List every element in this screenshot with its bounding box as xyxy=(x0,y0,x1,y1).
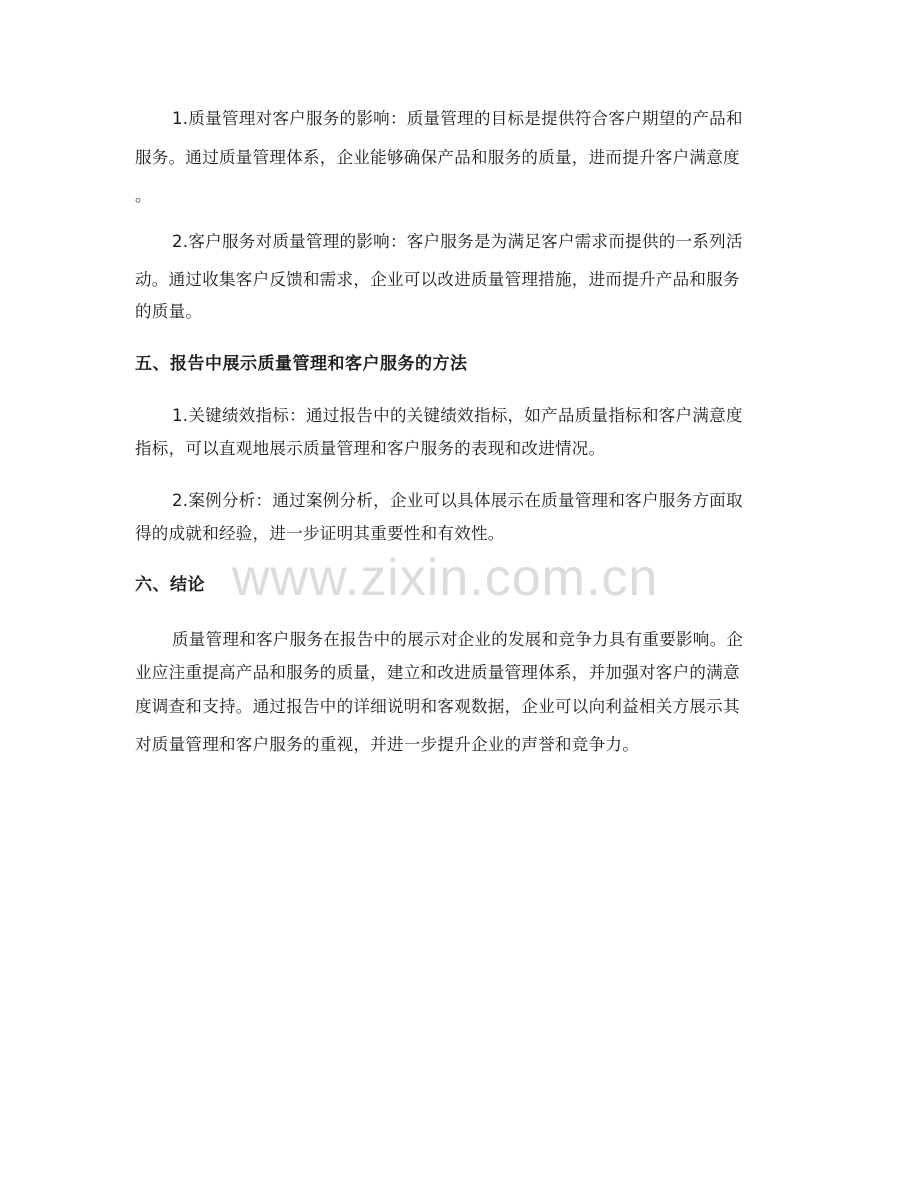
paragraph-line: 度调查和支持。通过报告中的详细说明和客观数据，企业可以向利益相关方展示其 xyxy=(135,697,740,716)
paragraph-line: 1.质量管理对客户服务的影响：质量管理的目标是提供符合客户期望的产品和 xyxy=(172,109,743,128)
paragraph-line: 指标，可以直观地展示质量管理和客户服务的表现和改进情况。 xyxy=(135,439,606,458)
paragraph-line: 服务。通过质量管理体系，企业能够确保产品和服务的质量，进而提升客户满意度 xyxy=(135,148,740,167)
paragraph-line: 业应注重提高产品和服务的质量，建立和改进质量管理体系，并加强对客户的满意 xyxy=(135,663,740,682)
paragraph-line: 1.关键绩效指标：通过报告中的关键绩效指标，如产品质量指标和客户满意度 xyxy=(172,406,743,425)
paragraph-line: 得的成就和经验，进一步证明其重要性和有效性。 xyxy=(135,524,505,543)
paragraph-line: 对质量管理和客户服务的重视，并进一步提升企业的声誉和竞争力。 xyxy=(135,735,639,754)
paragraph-line: 。 xyxy=(135,186,152,205)
watermark: www.zixin.com.cn xyxy=(232,549,659,607)
paragraph-line: 2.客户服务对质量管理的影响：客户服务是为满足客户需求而提供的一系列活 xyxy=(172,232,743,251)
section-heading: 五、报告中展示质量管理和客户服务的方法 xyxy=(135,354,468,374)
paragraph-line: 质量管理和客户服务在报告中的展示对企业的发展和竞争力具有重要影响。企 xyxy=(172,630,744,649)
section-heading: 六、结论 xyxy=(135,575,205,595)
paragraph-line: 2.案例分析：通过案例分析，企业可以具体展示在质量管理和客户服务方面取 xyxy=(172,491,743,510)
paragraph-line: 的质量。 xyxy=(135,302,203,321)
paragraph-line: 动。通过收集客户反馈和需求，企业可以改进质量管理措施，进而提升产品和服务 xyxy=(135,270,740,289)
